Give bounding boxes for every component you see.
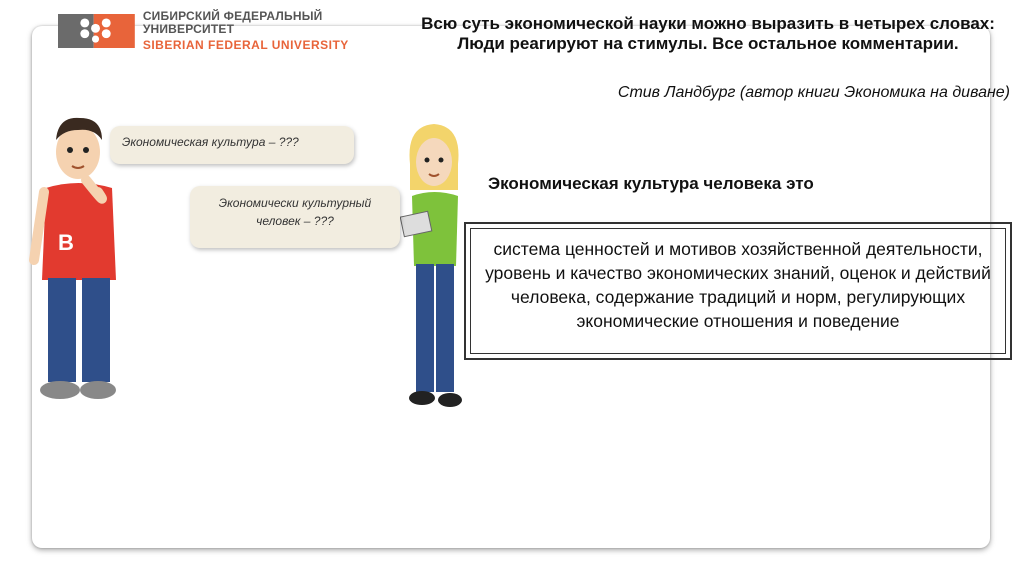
quote-text: Всю суть экономической науки можно выразить в четырех словах: Люди реагируют на стимулы. Все остальное комментарии. [421,14,995,53]
svg-text:B: B [58,230,74,255]
quote-author: Стив Ландбург (автор книги Экономика на диване) [617,84,1010,101]
definition-box [464,222,1012,360]
sfu-emblem-icon [58,8,135,54]
university-logo [58,6,388,56]
definition-box-inner [470,228,1006,354]
speech-bubble-second: Экономически культурный человек – ??? [190,186,400,248]
speech-bubble-first: Экономическая культура – ??? [110,126,354,164]
definition-heading: Экономическая культура человека это [488,174,814,193]
logo-name-ru: СИБИРСКИЙ ФЕДЕРАЛЬНЫЙ УНИВЕРСИТЕТ [142,8,323,36]
logo-name-en: SIBERIAN FEDERAL UNIVERSITY [142,38,349,53]
definition-text: система ценностей и мотивов хозяйственной деятельности, уровень и качество экономических знаний, оценок и действий человека, содержание традиций и норм, регулирующих экономические отношения и поведение [485,239,991,331]
